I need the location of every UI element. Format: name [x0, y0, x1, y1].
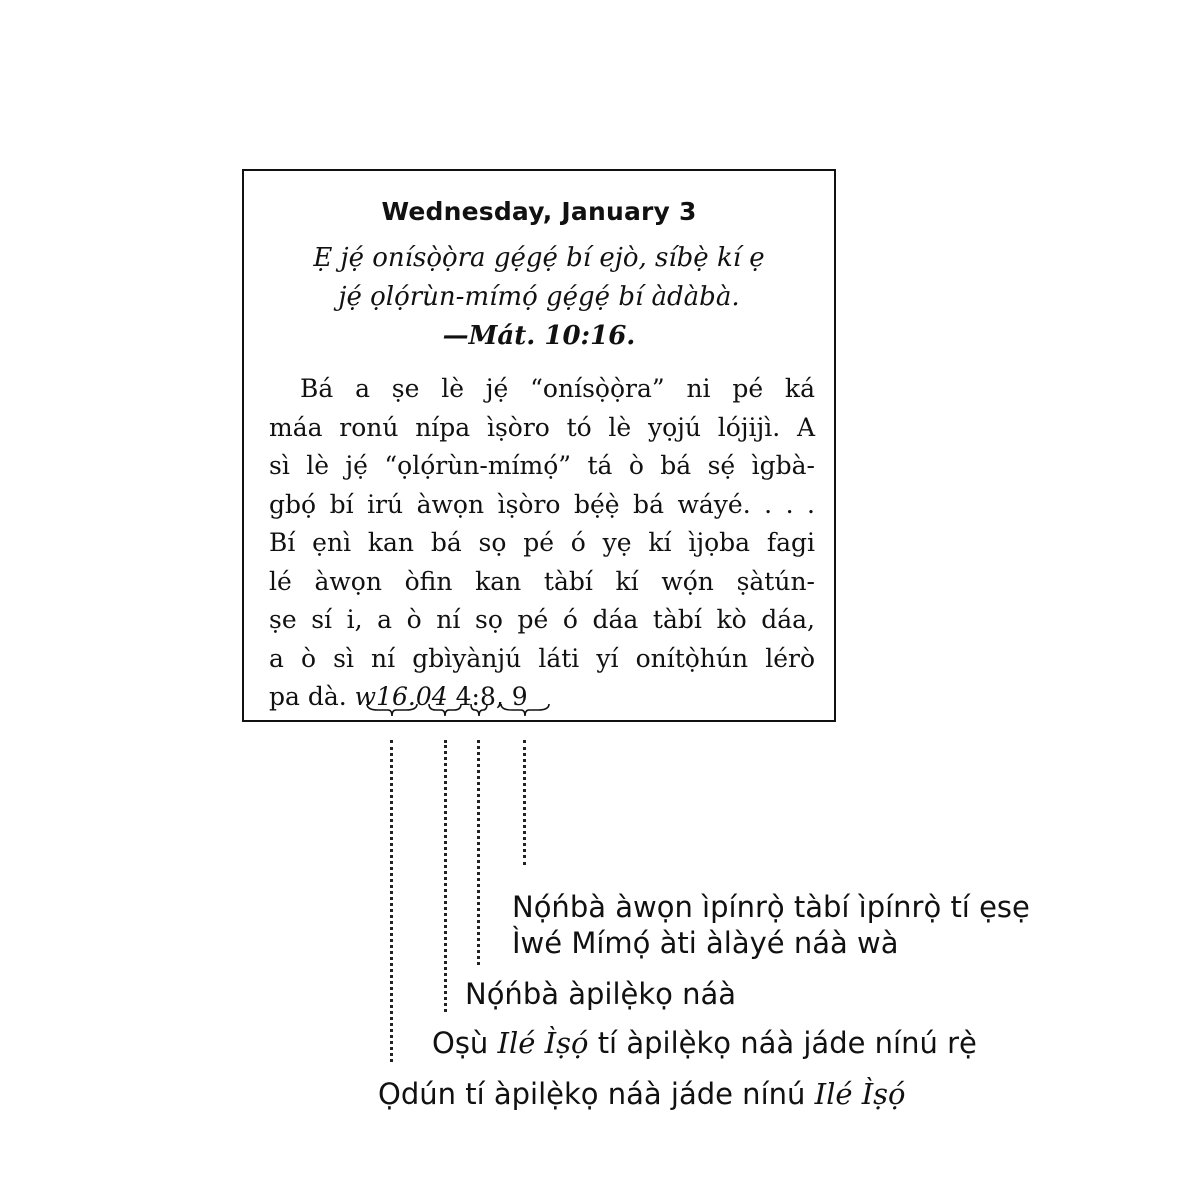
brace-paragraphs [500, 703, 550, 717]
verse-citation: —Mát. 10:16. [442, 321, 636, 351]
caption-paragraphs [512, 889, 1030, 961]
brace-issue [428, 703, 462, 717]
brace-year [366, 703, 418, 717]
leader-paragraphs [523, 740, 526, 865]
scripture-verse [258, 239, 820, 356]
caption-paragraphs-line: Ìwé Mímọ́ àti àlàyé náà wà [512, 926, 899, 960]
body-line: ṣe sí i, a ò ní sọ pé ó dáa tàbí kò dáa, [269, 605, 815, 634]
caption-year-before: Ọdún tí àpilẹ̀kọ náà jáde nínú [378, 1077, 806, 1111]
leader-page [477, 740, 480, 965]
body-line: gbọ́ bí irú àwọn ìṣòro bẹ́ẹ̀ bá wáyé. . . . [269, 489, 815, 519]
body-line: lé àwọn òfin kan tàbí kí wọ́n ṣàtún- [269, 566, 815, 596]
body-line: a ò sì ní gbìyànjú láti yí onítọ̀hún lérò [269, 643, 815, 673]
leader-issue [444, 740, 447, 1012]
verse-line: jẹ́ ọlọ́rùn-mímọ́ gẹ́gẹ́ bí àdàbà. [338, 282, 740, 312]
caption-paragraphs-line: Nọ́ńbà àwọn ìpínrọ̀ tàbí ìpínrọ̀ tí ẹsẹ [512, 890, 1030, 924]
body-line: sì lè jẹ́ “ọlọ́rùn-mímọ́” tá ò bá sẹ́ ìgbà- [269, 451, 815, 480]
body-line: Bá a ṣe lè jẹ́ “onísọ̀ọ̀ra” ni pé ká [300, 374, 815, 403]
reference-year: w16 [354, 682, 408, 711]
caption-page-text: Nọ́ńbà àpilẹ̀kọ náà [465, 977, 737, 1011]
caption-issue-italic: Ilé Ìṣọ́ [497, 1026, 589, 1060]
daily-text-card [242, 169, 836, 722]
leader-year [390, 740, 393, 1062]
body-line: máa ronú nípa ìṣòro tó lè yọjú lójijì. A [269, 412, 815, 442]
caption-year [378, 1076, 906, 1112]
caption-issue-before: Oṣù [432, 1026, 489, 1060]
card-date: Wednesday, January 3 [381, 197, 697, 226]
reference-issue: .04 [407, 682, 448, 711]
verse-line: Ẹ jẹ́ onísọ̀ọ̀ra gẹ́gẹ́ bí ejò, síbẹ̀ kí ẹ [313, 243, 765, 273]
caption-issue-after: tí àpilẹ̀kọ náà jáde nínú rẹ̀ [597, 1026, 977, 1060]
reference-paragraphs: 8, 9 [479, 682, 528, 711]
body-line: Bí ẹnì kan bá sọ pé ó yẹ kí ìjọba fagi [269, 528, 815, 557]
caption-page [465, 976, 736, 1012]
reference-page: 4: [455, 682, 480, 711]
brace-page [470, 703, 488, 717]
commentary-text [269, 370, 815, 717]
caption-year-italic: Ilé Ìṣọ́ [814, 1077, 906, 1111]
body-last-line-lead: pa dà. [269, 682, 347, 711]
caption-issue [432, 1025, 977, 1061]
